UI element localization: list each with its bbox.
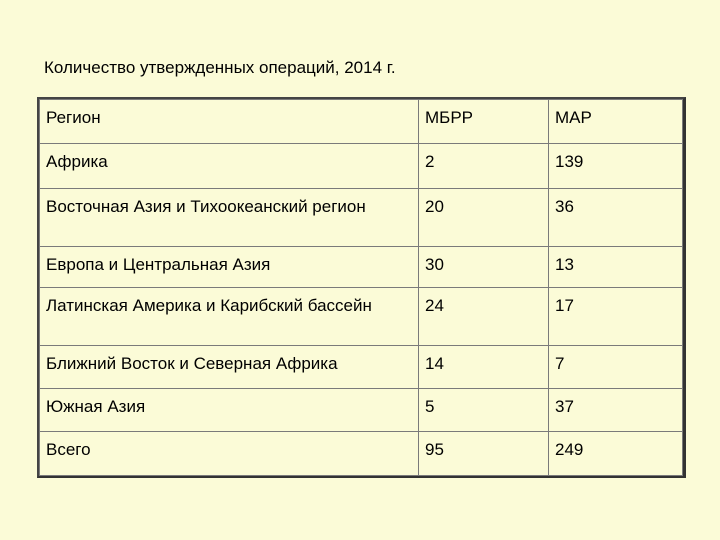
region-cell: Южная Азия — [40, 389, 419, 432]
total-ibrd-cell: 95 — [419, 432, 549, 476]
table-row — [40, 288, 683, 346]
ibrd-cell: 20 — [419, 189, 549, 247]
ibrd-cell: 5 — [419, 389, 549, 432]
table-row — [40, 144, 683, 189]
table-row — [40, 389, 683, 432]
ibrd-cell: 24 — [419, 288, 549, 346]
ibrd-cell: 30 — [419, 247, 549, 288]
ida-cell: 139 — [549, 144, 683, 189]
ida-cell: 13 — [549, 247, 683, 288]
ibrd-cell: 14 — [419, 346, 549, 389]
total-ida-cell: 249 — [549, 432, 683, 476]
table-row — [40, 346, 683, 389]
ida-cell: 17 — [549, 288, 683, 346]
header-ida: МАР — [549, 100, 683, 144]
ida-cell: 36 — [549, 189, 683, 247]
table-row — [40, 189, 683, 247]
region-cell: Ближний Восток и Северная Африка — [40, 346, 419, 389]
header-region: Регион — [40, 100, 419, 144]
table-row — [40, 247, 683, 288]
operations-table-grid — [39, 99, 683, 476]
operations-table — [37, 97, 686, 478]
ida-cell: 7 — [549, 346, 683, 389]
ibrd-cell: 2 — [419, 144, 549, 189]
table-total-row — [40, 432, 683, 476]
table-header-row — [40, 100, 683, 144]
region-cell: Латинская Америка и Карибский бассейн — [40, 288, 419, 346]
ida-cell: 37 — [549, 389, 683, 432]
region-cell: Африка — [40, 144, 419, 189]
region-cell: Европа и Центральная Азия — [40, 247, 419, 288]
page-title: Количество утвержденных операций, 2014 г. — [44, 58, 396, 77]
region-cell: Восточная Азия и Тихоокеанский регион — [40, 189, 419, 247]
total-label-cell: Всего — [40, 432, 419, 476]
header-ibrd: МБРР — [419, 100, 549, 144]
